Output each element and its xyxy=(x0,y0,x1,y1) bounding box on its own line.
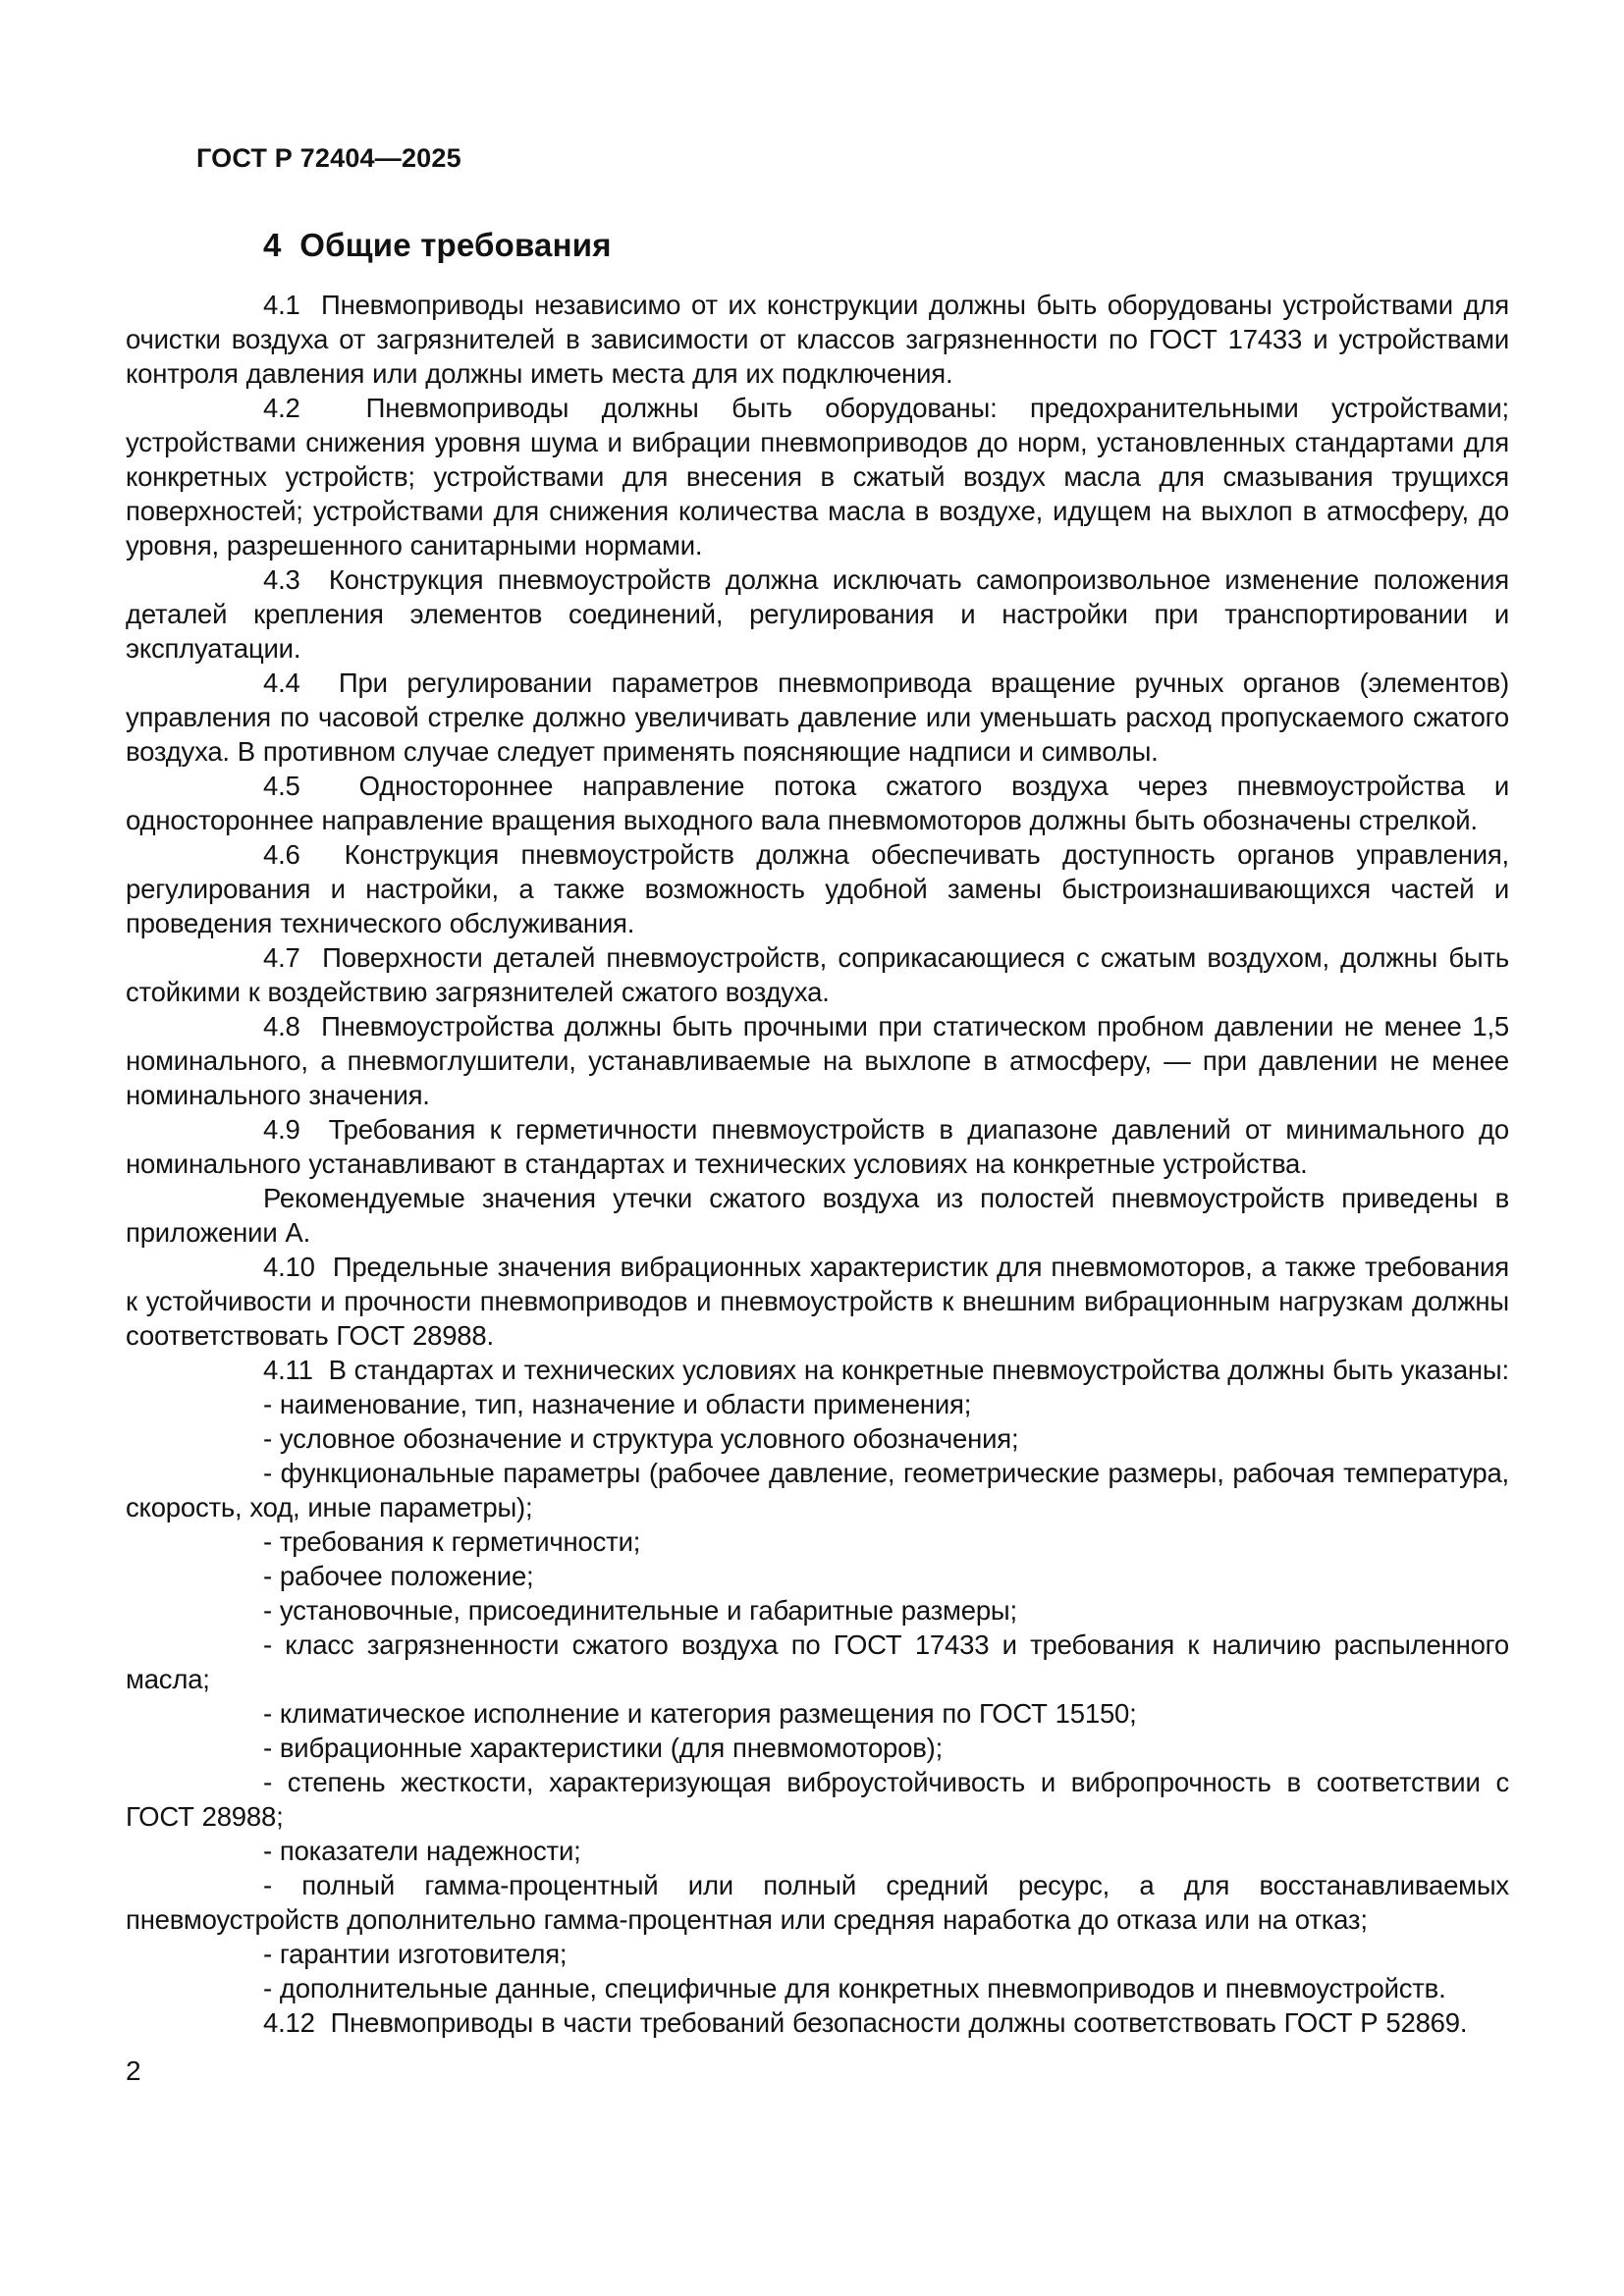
list-item: - класс загрязненности сжатого воздуха по ГОСТ 17433 и требования к наличию распыленного масла; xyxy=(126,1629,1509,1694)
list-item: - показатели надежности; xyxy=(263,1836,581,1866)
paragraph: 4.4 При регулировании параметров пневмопривода вращение ручных органов (элементов) управления по часовой стрелке должно увеличивать давление или уменьшать расход пропускаемого сжатого воздуха. В противном случае следует применять поясняющие надписи и символы. xyxy=(126,667,1509,767)
paragraph: 4.10 Предельные значения вибрационных характеристик для пневмомоторов, а также требования к устойчивости и прочности пневмоприводов и пневмоустройств к внешним вибрационным нагрузкам должны соответствовать ГОСТ 28988. xyxy=(126,1252,1509,1351)
list-item: - условное обозначение и структура условного обозначения; xyxy=(263,1423,1019,1454)
paragraph: 4.8 Пневмоустройства должны быть прочными при статическом пробном давлении не менее 1,5 номинального, а пневмоглушители, устанавливаемые на выхлопе в атмосферу, — при давлении не менее номинального значения. xyxy=(126,1011,1509,1110)
paragraph: 4.3 Конструкция пневмоустройств должна исключать самопроизвольное изменение положения деталей крепления элементов соединений, регулирования и настройки при транспортировании и эксплуатации. xyxy=(126,564,1509,664)
running-header: ГОСТ Р 72404—2025 xyxy=(196,143,461,173)
paragraph: Рекомендуемые значения утечки сжатого воздуха из полостей пневмоустройств приведены в приложении А. xyxy=(126,1183,1509,1248)
list-item: - наименование, тип, назначение и области применения; xyxy=(263,1389,972,1419)
list-item: - требования к герметичности; xyxy=(263,1526,641,1557)
paragraph: 4.1 Пневмоприводы независимо от их конструкции должны быть оборудованы устройствами для очистки воздуха от загрязнителей в зависимости от классов загрязненности по ГОСТ 17433 и устройствами контроля давления или должны иметь места для их подключения. xyxy=(126,290,1509,389)
list-item: - полный гамма-процентный или полный средний ресурс, а для восстанавливаемых пневмоустройств дополнительно гамма-процентная или средняя наработка до отказа или на отказ; xyxy=(126,1870,1509,1935)
paragraph: 4.5 Одностороннее направление потока сжатого воздуха через пневмоустройства и одностороннее направление вращения выходного вала пневмомоторов должны быть обозначены стрелкой. xyxy=(126,771,1509,835)
paragraph: 4.6 Конструкция пневмоустройств должна обеспечивать доступность органов управления, регулирования и настройки, а также возможность удобной замены быстроизнашивающихся частей и проведения технического обслуживания. xyxy=(126,839,1509,938)
list-item: - функциональные параметры (рабочее давление, геометрические размеры, рабочая температура, скорость, ход, иные параметры); xyxy=(126,1458,1509,1522)
list-item: - степень жесткости, характеризующая виброустойчивость и вибропрочность в соответствии с ГОСТ 28988; xyxy=(126,1767,1509,1832)
paragraph: 4.7 Поверхности деталей пневмоустройств, соприкасающиеся с сжатым воздухом, должны быть стойкими к воздействию загрязнителей сжатого воздуха. xyxy=(126,942,1509,1007)
list-item: - дополнительные данные, специфичные для конкретных пневмоприводов и пневмоустройств. xyxy=(263,1973,1446,2003)
list-item: - рабочее положение; xyxy=(263,1561,534,1591)
paragraph: 4.12 Пневмоприводы в части требований безопасности должны соответствовать ГОСТ Р 52869. xyxy=(263,2007,1468,2038)
section-body xyxy=(126,288,1509,2040)
paragraph: 4.9 Требования к герметичности пневмоустройств в диапазоне давлений от минимального до номинального устанавливают в стандартах и технических условиях на конкретные устройства. xyxy=(126,1114,1509,1179)
paragraph: 4.11 В стандартах и технических условиях на конкретные пневмоустройства должны быть указаны: xyxy=(263,1355,1509,1385)
list-item: - вибрационные характеристики (для пневмомоторов); xyxy=(263,1733,944,1763)
page-number: 2 xyxy=(126,2056,141,2086)
section-title: 4 Общие требования xyxy=(263,227,612,263)
list-item: - гарантии изготовителя; xyxy=(263,1939,568,1969)
list-item: - установочные, присоединительные и габаритные размеры; xyxy=(263,1595,1017,1626)
list-item: - климатическое исполнение и категория размещения по ГОСТ 15150; xyxy=(263,1698,1137,1729)
paragraph: 4.2 Пневмоприводы должны быть оборудованы: предохранительными устройствами; устройствами снижения уровня шума и вибрации пневмоприводов до норм, установленных стандартами для конкретных устройств; устройствами для внесения в сжатый воздух масла для смазывания трущихся поверхностей; устройствами для снижения количества масла в воздухе, идущем на выхлоп в атмосферу, до уровня, разрешенного санитарными нормами. xyxy=(126,393,1509,561)
